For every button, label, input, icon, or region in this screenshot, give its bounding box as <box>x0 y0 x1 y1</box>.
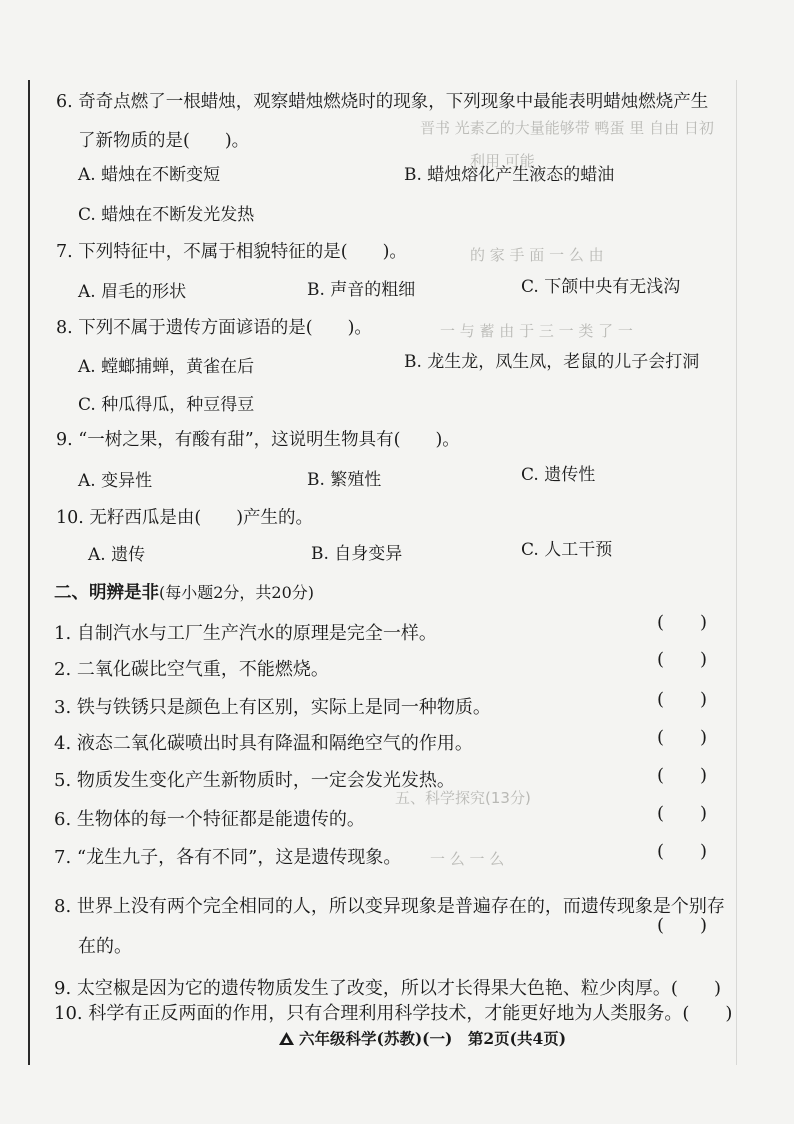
question-10-stem: 10. 无籽西瓜是由( )产生的。 <box>56 508 314 528</box>
tf-number: 3. <box>54 697 72 718</box>
tf-number: 10. <box>54 1003 83 1024</box>
question-6-option-b: B. 蜡烛熔化产生液态的蜡油 <box>404 165 615 185</box>
tf-item-7 <box>54 849 401 867</box>
tf-number: 4. <box>54 733 72 754</box>
binding-rule <box>28 80 30 1065</box>
tf-number: 5. <box>54 770 72 791</box>
tf-text: 生物体的每一个特征都是能遗传的。 <box>76 809 365 830</box>
question-10-option-a: A. 遗传 <box>88 545 146 565</box>
question-7-option-a: A. 眉毛的形状 <box>78 282 187 302</box>
bleed-through-text: 五、科学探究(13分) <box>395 789 531 807</box>
question-7-option-c: C. 下颌中央有无浅沟 <box>521 277 681 297</box>
question-9-option-b: B. 繁殖性 <box>307 470 382 490</box>
question-9-stem: 9. “一树之果，有酸有甜”，这说明生物具有( )。 <box>56 430 460 450</box>
tf-text: 世界上没有两个完全相同的人，所以变异现象是普遍存在的，而遗传现象是个别存 <box>76 896 725 917</box>
question-8-stem: 8. 下列不属于遗传方面谚语的是( )。 <box>56 318 372 338</box>
question-6-stem: 6. 奇奇点燃了一根蜡烛，观察蜡烛燃烧时的现象，下列现象中最能表明蜡烛燃烧产生 <box>56 92 709 112</box>
tf-answer-paren-7[interactable]: ( ) <box>657 841 708 862</box>
tf-answer-paren-2[interactable]: ( ) <box>657 649 708 670</box>
tf-number: 2. <box>54 659 72 680</box>
tf-text: 铁与铁锈只是颜色上有区别，实际上是同一种物质。 <box>76 697 491 718</box>
question-7-stem: 7. 下列特征中，不属于相貌特征的是( )。 <box>56 242 407 262</box>
question-9-option-a: A. 变异性 <box>78 471 153 491</box>
tf-number: 9. <box>54 978 72 999</box>
tf-text: 物质发生变化产生新物质时，一定会发光发热。 <box>76 770 455 791</box>
tf-item-6 <box>54 811 365 829</box>
question-10-option-b: B. 自身变异 <box>311 544 403 564</box>
tf-answer-paren-5[interactable]: ( ) <box>657 765 708 786</box>
tf-item-9 <box>54 980 721 998</box>
tf-answer-paren-3[interactable]: ( ) <box>657 689 708 710</box>
question-6-option-a: A. 蜡烛在不断变短 <box>78 165 221 185</box>
tf-item-3 <box>54 699 491 717</box>
section-2-scoring: (每小题2分，共20分) <box>159 583 315 602</box>
page-edge <box>736 80 737 1065</box>
tf-answer-paren-1[interactable]: ( ) <box>657 612 708 633</box>
tf-answer-paren-4[interactable]: ( ) <box>657 727 708 748</box>
tf-number: 6. <box>54 809 72 830</box>
tf-text: 科学有正反两面的作用，只有合理利用科学技术，才能更好地为人类服务。( ) <box>88 1003 733 1024</box>
tf-item-8-cont: 在的。 <box>78 936 132 957</box>
tf-text: 自制汽水与工厂生产汽水的原理是完全一样。 <box>76 623 437 644</box>
tf-number: 7. <box>54 847 72 868</box>
tf-answer-paren-6[interactable]: ( ) <box>657 803 708 824</box>
question-9-option-c: C. 遗传性 <box>521 465 596 485</box>
tf-text: 液态二氧化碳喷出时具有降温和隔绝空气的作用。 <box>76 733 473 754</box>
question-10-option-c: C. 人工干预 <box>521 540 613 560</box>
tf-item-5 <box>54 772 455 790</box>
tf-item-2 <box>54 661 329 679</box>
question-8-option-a: A. 螳螂捕蝉，黄雀在后 <box>78 357 255 377</box>
tf-number: 8. <box>54 896 72 917</box>
bleed-through-text: 一 么 一 么 <box>430 850 505 868</box>
page-footer <box>278 1031 566 1049</box>
tf-item-8 <box>54 898 725 916</box>
tf-item-4 <box>54 735 473 753</box>
question-8-option-c: C. 种瓜得瓜，种豆得豆 <box>78 395 255 415</box>
bleed-through-text: 晋书 光素乙的大量能够带 鸭蛋 里 自由 日初 <box>420 119 714 137</box>
tf-item-1 <box>54 625 437 643</box>
tf-text: 太空椒是因为它的遗传物质发生了改变，所以才长得果大色艳、粒少肉厚。( ) <box>76 978 721 999</box>
publisher-logo-icon <box>278 1031 295 1049</box>
bleed-through-text: 的 家 手 面 一 么 由 <box>470 246 604 264</box>
tf-answer-paren-8[interactable]: ( ) <box>657 915 708 936</box>
tf-item-10-line <box>54 1005 732 1023</box>
section-2-heading <box>54 585 314 603</box>
question-6-option-c: C. 蜡烛在不断发光发热 <box>78 205 255 225</box>
question-6-stem-cont: 了新物质的是( )。 <box>78 131 250 151</box>
tf-text: 二氧化碳比空气重，不能燃烧。 <box>76 659 329 680</box>
bleed-through-text: 一 与 蓄 由 于 三 一 类 了 一 <box>440 322 633 340</box>
bleed-through-text: 利用 可能 <box>470 152 535 170</box>
section-2-title: 二、明辨是非 <box>54 583 159 603</box>
footer-text: 六年级科学(苏教)(一) 第2页(共4页) <box>299 1029 567 1048</box>
tf-number: 1. <box>54 623 72 644</box>
tf-text: “龙生九子，各有不同”，这是遗传现象。 <box>76 847 402 868</box>
question-8-option-b: B. 龙生龙，凤生凤，老鼠的儿子会打洞 <box>404 352 700 372</box>
question-7-option-b: B. 声音的粗细 <box>307 280 416 300</box>
